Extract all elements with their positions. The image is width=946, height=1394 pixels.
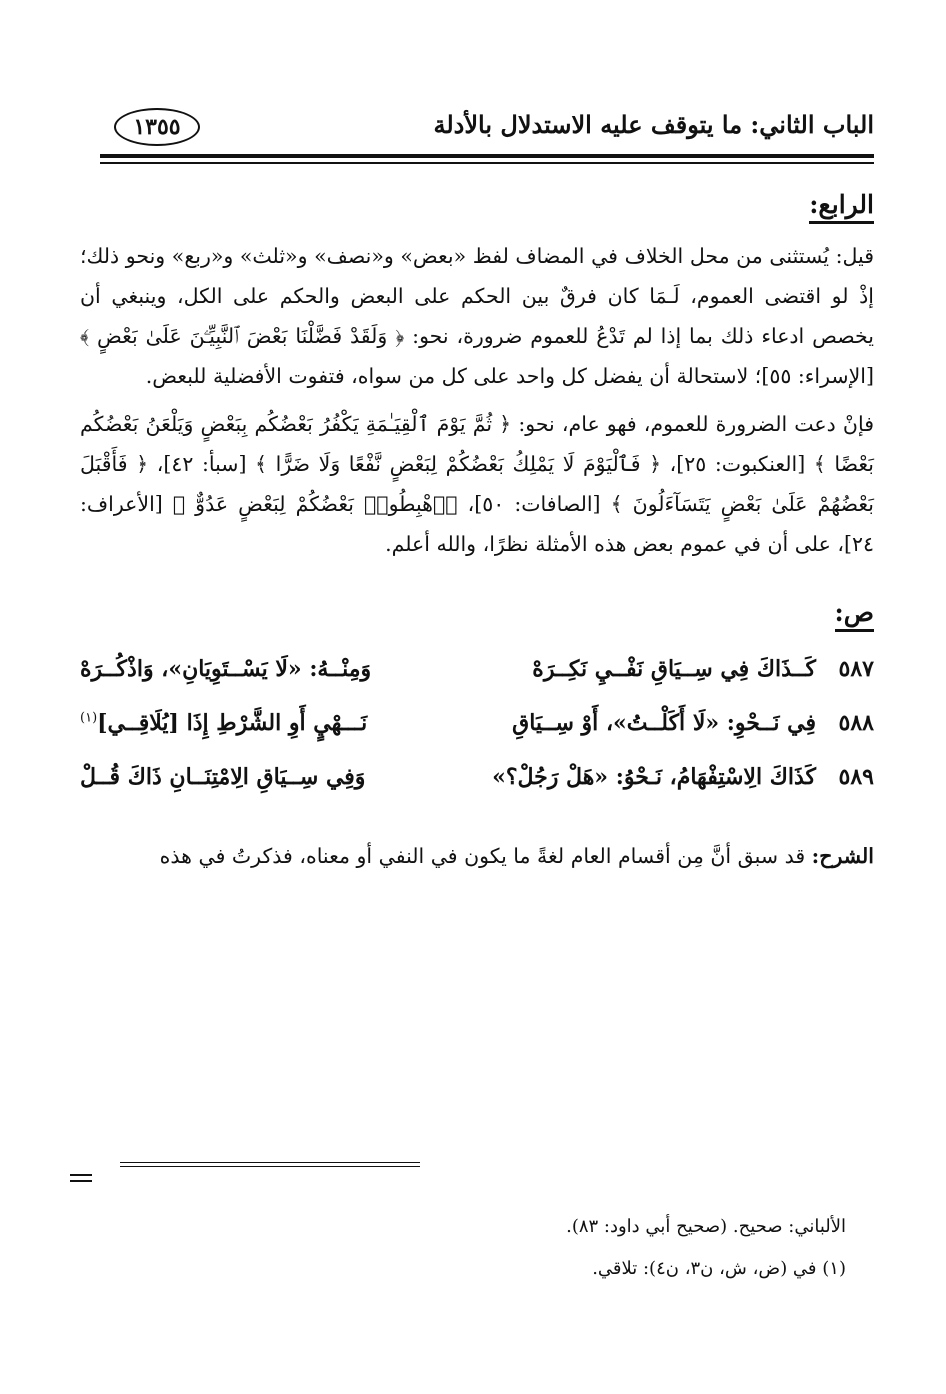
page-header: [100, 106, 874, 152]
commentary-label: الشرح:: [811, 844, 874, 868]
verse-number: ٥٨٧: [838, 656, 874, 682]
section-heading: الرابع:: [809, 190, 874, 224]
verse-number: ٥٨٩: [838, 764, 874, 790]
paragraph-2: فإنْ دعت الضرورة للعموم، فهو عام، نحو: ﴿ ثُمَّ يَوْمَ ٱلْقِيَـٰمَةِ يَكْفُرُ بَعْضُكُم بِبَعْضٍ وَيَلْعَنُ بَعْضُكُم بَعْضًا ﴾ [العنكبوت: ٢٥]، ﴿ فَٱلْيَوْمَ لَا يَمْلِكُ بَعْضُكُمْ لِبَعْضٍ نَّفْعًا وَلَا ضَرًّا ﴾ [سبأ: ٤٢]، ﴿ فَأَقْبَلَ بَعْضُهُمْ عَلَىٰ بَعْضٍ يَتَسَآءَلُونَ ﴾ [الصافات: ٥٠]، ﴿ٱهْبِطُوا۟ بَعْضُكُمْ لِبَعْضٍ عَدُوٌّ ﴾ [الأعراف: ٢٤]، على أن في عموم بعض هذه الأمثلة نظرًا، والله أعلم.: [80, 412, 875, 556]
verse-line: [80, 764, 874, 818]
footnote-continued: الألباني: صحيح. (صحيح أبي داود: ٨٣).: [566, 1216, 846, 1237]
verse-line: [80, 656, 874, 710]
page-body: [80, 190, 874, 876]
footnote-separator: [120, 1162, 420, 1167]
header-rule-thin: [100, 162, 874, 164]
verse-first-hemistich: فِي نَــحْوِ: «لَا أَكَلْــتُ»، أَوْ سِــيَاقِ: [512, 710, 816, 736]
footnote-marker[interactable]: (١): [80, 710, 98, 726]
verse-second-hemistich: [80, 656, 486, 682]
verses-heading: ص:: [835, 598, 874, 632]
page-number: ١٣٥٥: [114, 108, 200, 146]
running-title: الباب الثاني: ما يتوقف عليه الاستدلال بالأدلة: [433, 110, 874, 139]
hemistich-text: وَفِي سِــيَاقِ الِامْتِنَــانِ ذَاكَ قُــلْ: [80, 764, 366, 790]
verse-block: [80, 656, 874, 818]
verse-first-hemistich: كَذَاكَ الِاسْتِفْهَامُ، نَـحْوُ: «هَلْ رَجُلْ؟»: [492, 764, 816, 790]
verse-line: [80, 710, 874, 764]
hemistich-text: نَـــهْيٍ أَوِ الشَّرْطِ إِذَا [يُلَاقِــي]: [97, 710, 368, 736]
verse-second-hemistich: [80, 764, 486, 790]
footnote-1: (١) في (ض، ش، ن٣، ن٤): تلاقي.: [592, 1258, 846, 1279]
verse-number: ٥٨٨: [838, 710, 874, 736]
footnotes: [120, 1206, 846, 1290]
footnote-continuation-mark: [70, 1174, 92, 1182]
commentary: [80, 836, 874, 876]
commentary-text: قد سبق أنَّ مِن أقسام العام لغةً ما يكون في النفي أو معناه، فذكرتُ في هذه: [159, 844, 812, 868]
paragraph-1: قيل: يُستثنى من محل الخلاف في المضاف لفظ «بعض» و«نصف» و«ثلث» و«ربع» ونحو ذلك؛ إذْ لو اقتضى العموم، لَـمَا كان فرقٌ بين الحكم على البعض والحكم على الكل، وينبغي أن يخصص ادعاء ذلك بما إذا لم تَدْعُ للعموم ضرورة، نحو: ﴿ وَلَقَدْ فَضَّلْنَا بَعْضَ ٱلنَّبِيِّـۧنَ عَلَىٰ بَعْضٍ ﴾ [الإسراء: ٥٥]؛ لاستحالة أن يفضل كل واحد على كل من سواه، فتفوت الأفضلية للبعض.: [80, 244, 874, 388]
verse-first-hemistich: كَــذَاكَ فِي سِــيَاقِ نَفْــيِ نَكِــرَهْ: [532, 656, 816, 682]
header-rule-thick: [100, 154, 874, 158]
hemistich-text: وَمِنْــهُ: «لَا يَسْــتَوِيَانِ»، وَاذْكُــرَهْ: [80, 656, 372, 682]
verse-second-hemistich: [80, 710, 486, 736]
